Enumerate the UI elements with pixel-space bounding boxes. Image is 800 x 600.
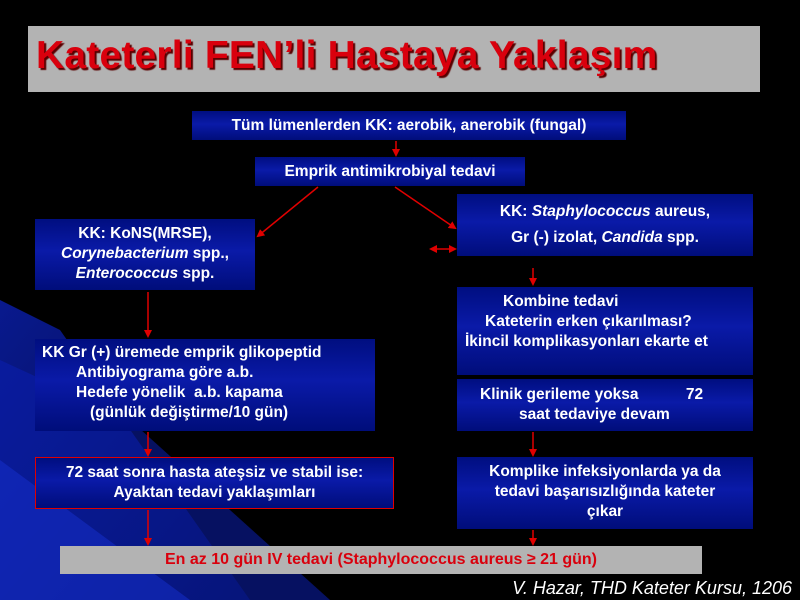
bottom-summary-bar: En az 10 gün IV tedavi (Staphylococcus aureus ≥ 21 gün) <box>60 546 702 574</box>
kons-line-1: KK: KoNS(MRSE), <box>78 225 212 242</box>
box-kk-staph <box>457 194 753 256</box>
glyco-line-4: (günlük değiştirme/10 gün) <box>90 404 289 421</box>
box-empiric-text: Emprik antimikrobiyal tedavi <box>284 163 496 180</box>
slide-title: Kateterli FEN’li Hastaya Yaklaşım <box>36 34 658 77</box>
staph-line-2: Gr (-) izolat, Candida spp. <box>511 229 699 246</box>
combined-line-3: İkincil komplikasyonları ekarte et <box>465 333 708 350</box>
complicated-line-2: tedavi başarısızlığında kateter <box>494 483 716 500</box>
complicated-line-3: çıkar <box>586 503 624 520</box>
combined-line-1: Kombine tedavi <box>503 293 619 310</box>
box-culture-all-lumens <box>192 111 626 140</box>
regress-line-1: Klinik gerileme yoksa 72 <box>480 386 704 403</box>
box-clinical-regression <box>457 379 753 431</box>
box-glycopeptide <box>35 339 375 431</box>
glyco-line-3: Hedefe yönelik a.b. kapama <box>76 384 283 401</box>
box-kk-kons <box>35 219 255 290</box>
arrow-empiric-to-left <box>258 187 318 236</box>
complicated-line-1: Komplike infeksiyonlarda ya da <box>489 463 721 480</box>
staph-line-1: KK: Staphylococcus aureus, <box>499 203 711 220</box>
arrow-empiric-to-right <box>395 187 455 228</box>
combined-line-2: Kateterin erken çıkarılması? <box>485 313 692 330</box>
afebrile-line-1: 72 saat sonra hasta ateşsiz ve stabil ise: <box>65 464 364 481</box>
glyco-line-2: Antibiyograma göre a.b. <box>76 364 254 381</box>
box-culture-text: Tüm lümenlerden KK: aerobik, anerobik (fungal) <box>231 117 587 134</box>
box-combined-therapy <box>457 287 753 375</box>
box-empiric-therapy <box>255 157 525 186</box>
regress-line-2: saat tedaviye devam <box>519 406 670 423</box>
box-complicated-infection <box>457 457 753 529</box>
kons-line-2: Corynebacterium spp., <box>61 245 229 262</box>
box-afebrile-stable <box>35 457 394 509</box>
glyco-line-1: KK Gr (+) üremede emprik glikopeptid <box>42 344 322 361</box>
kons-line-3: Enterococcus spp. <box>75 265 215 282</box>
credit-text: V. Hazar, THD Kateter Kursu, 1206 <box>512 578 792 598</box>
afebrile-line-2: Ayaktan tedavi yaklaşımları <box>113 484 316 501</box>
